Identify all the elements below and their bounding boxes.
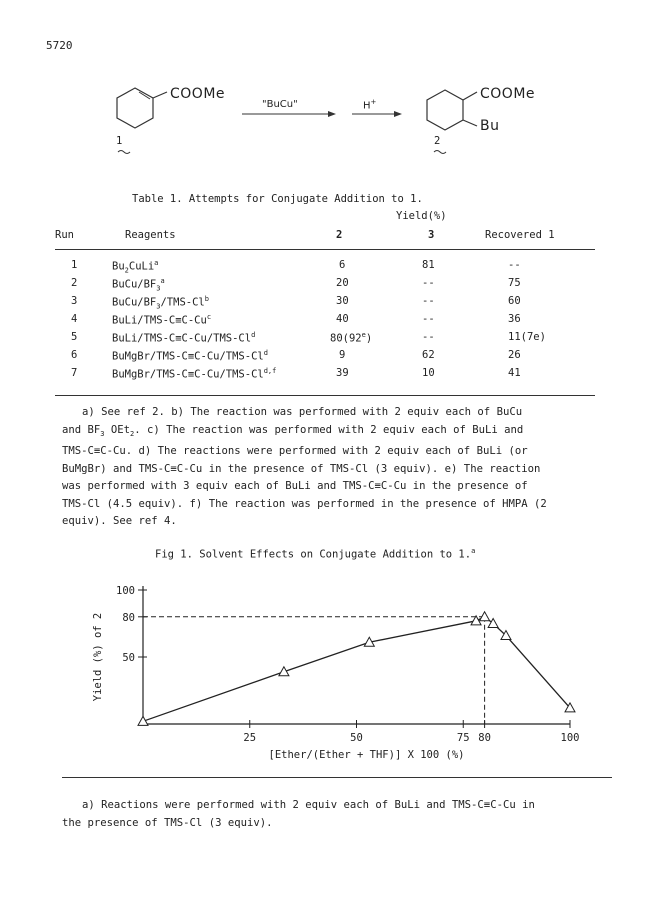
row-5-yield-2	[330, 331, 372, 345]
x-tick-label: 80	[478, 732, 491, 744]
row-7-run: 7	[71, 367, 78, 379]
reagent-sup: d	[263, 349, 268, 357]
row-4-run: 4	[71, 313, 78, 325]
row-6-yield-3: 62	[422, 349, 435, 361]
reagent-sup: b	[204, 295, 209, 303]
table-footnotes	[62, 404, 614, 531]
row-5-recovered: 11(7e)	[508, 331, 546, 343]
row-2-yield-3: --	[422, 277, 435, 289]
reagent-sub: 2	[124, 266, 129, 275]
figure-footnote	[62, 797, 614, 832]
row-5-yield-3: --	[422, 331, 435, 343]
row-4-recovered: 36	[508, 313, 521, 325]
product-ring	[427, 90, 463, 130]
reactant-label: 1	[116, 135, 123, 147]
acid-text: H	[363, 100, 371, 112]
row-1-yield-2: 6	[339, 259, 346, 271]
row-7-recovered: 41	[508, 367, 521, 379]
row-3-run: 3	[71, 295, 78, 307]
header-recovered: Recovered 1	[485, 229, 555, 241]
row-7-reagent	[112, 367, 276, 381]
x-axis-label: [Ether/(Ether + THF)] X 100 (%)	[268, 749, 465, 761]
reagent-sub: 3	[156, 284, 161, 293]
product-substituent: Bu	[480, 118, 500, 134]
reagent-text: BuMgBr/TMS-C≡C-Cu/TMS-Cl	[112, 350, 264, 363]
yield-header: Yield(%)	[396, 210, 447, 222]
x-tick-label: 75	[456, 732, 470, 744]
footnote-line: TMS-C≡C-Cu. d) The reactions were performed with 2 equiv each of BuLi (or	[62, 445, 528, 458]
reagent-sup: d	[251, 331, 256, 339]
y-axis-label: Yield (%) of 2	[92, 612, 104, 702]
label-2-underline	[434, 151, 446, 154]
table-caption: Table 1. Attempts for Conjugate Addition to 1.	[132, 193, 423, 205]
reagent-text-2: CuLi	[128, 260, 155, 273]
reagent-sup: d,f	[263, 367, 277, 375]
figure-caption-text: Fig 1. Solvent Effects on Conjugate Addition to 1.	[155, 548, 472, 561]
reagent-text: BuLi/TMS-C≡C-Cu	[112, 314, 207, 327]
row-6-run: 6	[71, 349, 78, 361]
reagent-text: Bu	[112, 260, 125, 273]
row-1-yield-3: 81	[422, 259, 435, 271]
y-tick-label: 50	[122, 652, 135, 664]
yield-end: )	[365, 332, 373, 345]
row-3-reagent	[112, 295, 209, 311]
page-number: 5720	[46, 39, 73, 52]
row-3-yield-2: 30	[336, 295, 349, 307]
row-1-reagent	[112, 259, 158, 275]
product-ester-bond	[463, 92, 477, 100]
row-2-yield-2: 20	[336, 277, 349, 289]
header-yield-3: 3	[428, 229, 435, 241]
footnote-line: equiv). See ref 4.	[62, 515, 177, 528]
row-6-yield-2: 9	[339, 349, 346, 361]
reagent-text: BuCu/BF	[112, 278, 157, 291]
label-1-underline	[118, 151, 130, 154]
row-5-reagent	[112, 331, 255, 345]
x-tick-label: 100	[560, 732, 580, 744]
x-tick-label: 25	[243, 732, 257, 744]
row-3-recovered: 60	[508, 295, 521, 307]
y-tick-label: 80	[122, 611, 135, 624]
header-reagents: Reagents	[125, 229, 176, 241]
row-1-run: 1	[71, 259, 78, 271]
product-butyl-bond	[463, 120, 477, 126]
footnote-line: TMS-Cl (4.5 equiv). f) The reaction was performed in the presence of HMPA (2	[62, 497, 547, 510]
reagent-sup: a	[154, 259, 159, 267]
acid-label	[363, 98, 376, 111]
data-point-triangle	[279, 667, 289, 676]
reactant-ester-bond	[153, 92, 167, 98]
product-group: COOMe	[480, 86, 536, 102]
data-point-triangle	[480, 612, 490, 621]
x-tick-label: 50	[350, 732, 363, 744]
header-run: Run	[55, 229, 74, 241]
figure-caption	[155, 547, 475, 561]
reagent-sup: c	[206, 313, 212, 321]
row-7-yield-2: 39	[336, 367, 349, 379]
row-7-yield-3: 10	[422, 367, 435, 379]
row-6-reagent	[112, 349, 268, 363]
header-yield-2: 2	[336, 229, 343, 241]
row-2-reagent	[112, 277, 165, 293]
row-6-recovered: 26	[508, 349, 521, 361]
figure-footnote-line: the presence of TMS-Cl (3 equiv).	[62, 816, 273, 829]
y-tick-label: 100	[116, 585, 135, 597]
row-4-reagent	[112, 313, 211, 327]
yield-value: 80(92	[330, 332, 362, 345]
reagent-text-2: /TMS-Cl	[160, 296, 205, 309]
reagent-text: BuLi/TMS-C≡C-Cu/TMS-Cl	[112, 332, 252, 345]
product-label: 2	[434, 135, 441, 147]
figure-footnote-line: a) Reactions were performed with 2 equiv each of BuLi and TMS-C≡C-Cu in	[82, 799, 535, 811]
table-rule-bottom	[55, 395, 595, 396]
reagent-sub: 3	[156, 302, 161, 311]
reagent-text: BuMgBr/TMS-C≡C-Cu/TMS-Cl	[112, 368, 264, 381]
row-1-recovered: --	[508, 259, 521, 271]
footnote-line: a) See ref 2. b) The reaction was performed with 2 equiv each of BuCu	[82, 406, 523, 418]
footnote-line: BuMgBr) and TMS-C≡C-Cu in the presence of TMS-Cl (3 equiv). e) The reaction	[62, 462, 541, 475]
row-2-recovered: 75	[508, 277, 521, 289]
arrow-head-2	[394, 111, 402, 117]
footnote-line: and $BF_3$ OEt$_2$. c) The reaction was performed with 2 equiv each of BuLi and	[62, 423, 524, 438]
row-4-yield-2: 40	[336, 313, 349, 325]
solvent-effects-chart	[80, 578, 610, 778]
row-3-yield-3: --	[422, 295, 435, 307]
arrow-head-1	[328, 111, 336, 117]
figure-caption-sup: a	[471, 547, 476, 555]
figure-rule	[62, 777, 612, 778]
acid-sup: +	[370, 98, 377, 106]
yield-sup: e	[361, 331, 366, 339]
row-2-run: 2	[71, 277, 78, 289]
reagent-text: BuCu/BF	[112, 296, 157, 309]
reagent-label: "BuCu"	[262, 99, 298, 110]
footnote-line: was performed with 3 equiv each of BuLi and TMS-C≡C-Cu in the presence of	[62, 480, 528, 493]
reactant-group: COOMe	[170, 86, 226, 102]
row-4-yield-3: --	[422, 313, 435, 325]
data-point-triangle	[138, 716, 148, 725]
reactant-ring	[117, 88, 153, 128]
reagent-sup: a	[160, 277, 165, 285]
row-5-run: 5	[71, 331, 78, 343]
table-rule-top	[55, 249, 595, 250]
